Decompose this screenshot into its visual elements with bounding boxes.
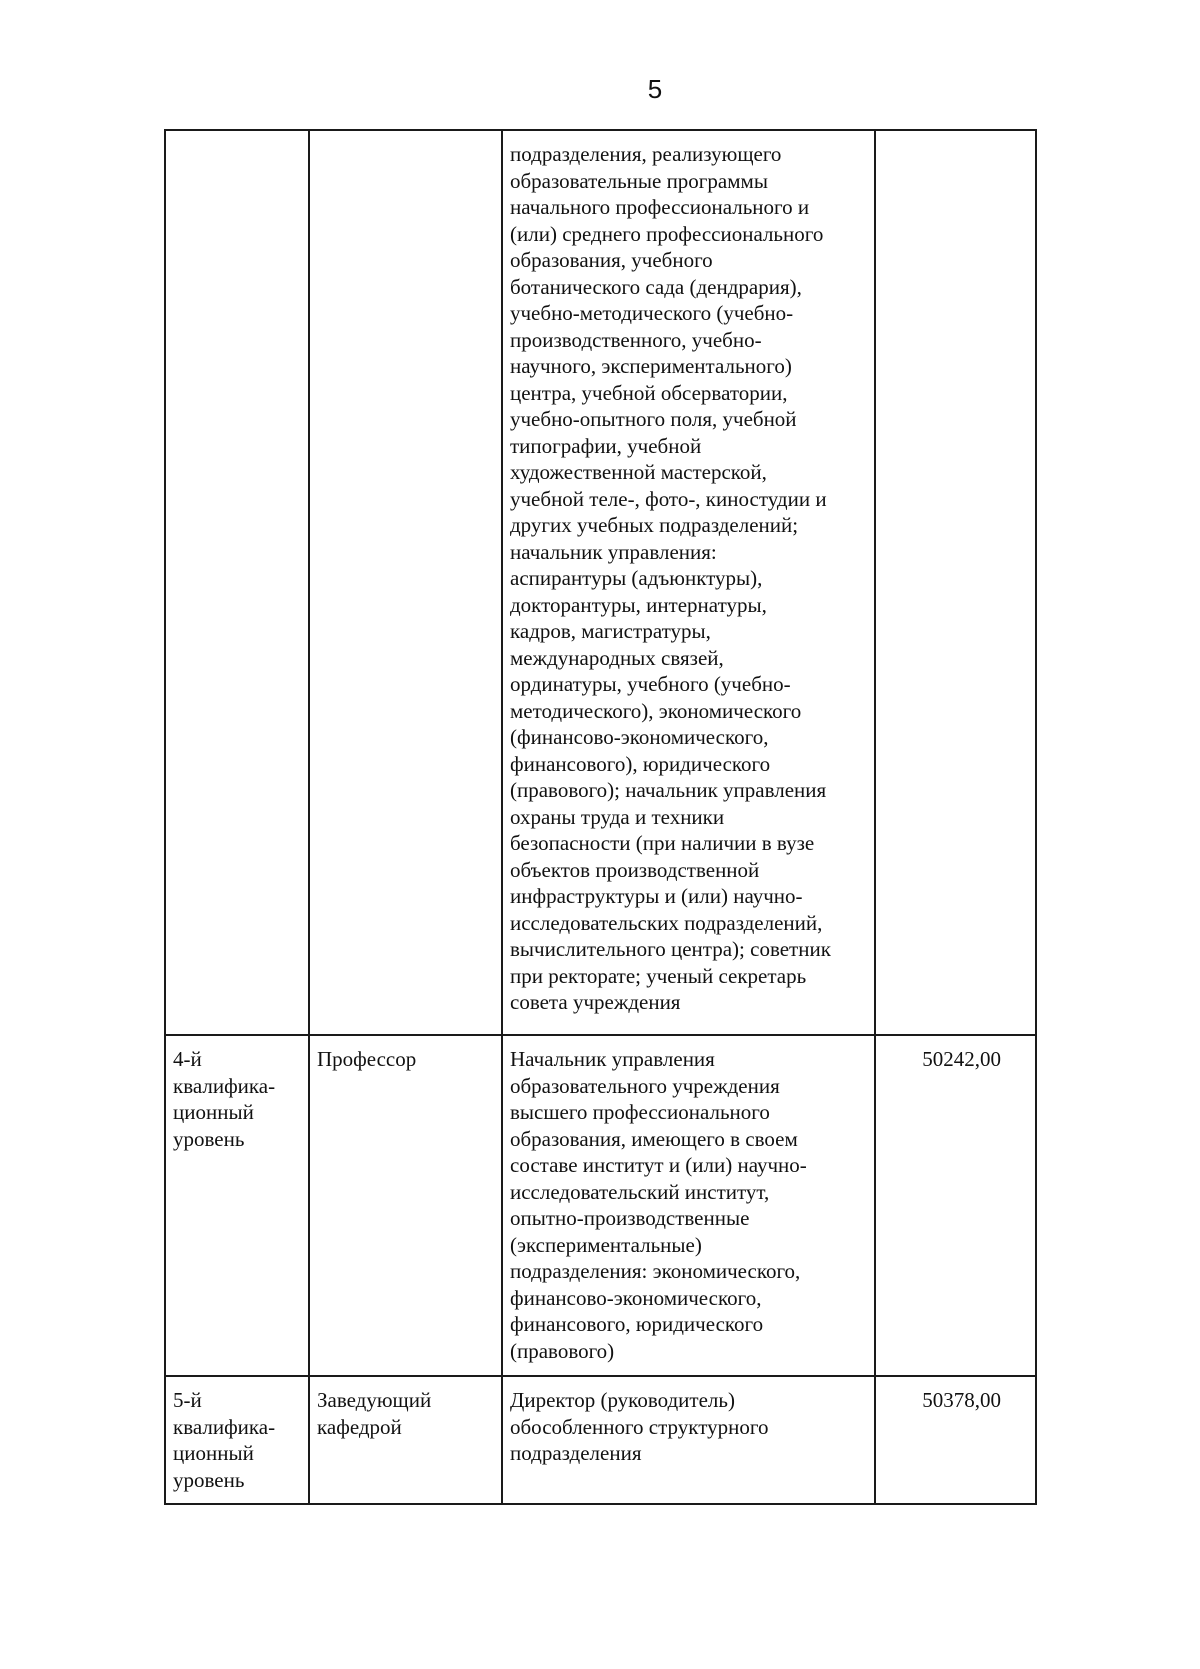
qualification-level-text: 5-й квалифика- ционный уровень — [173, 1388, 276, 1492]
description-cell — [502, 130, 875, 1035]
qualification-level-cell — [165, 130, 309, 1035]
position-text: Профессор — [317, 1047, 417, 1071]
table-row — [165, 1035, 1036, 1376]
description-cell — [502, 1035, 875, 1376]
qualification-level-text: 4-й квалифика- ционный уровень — [173, 1047, 276, 1151]
amount-cell — [875, 130, 1036, 1035]
description-text: Директор (руководитель) обособленного структурного подразделения — [510, 1388, 769, 1465]
description-text: Начальник управления образовательного учреждения высшего профессионального образования, имеющего в своем составе институт и (или) научно- исследовательский институт, опытно-производственные (экспериментальные) подразделения: экономического, финансово-экономического, финансового, юридического (правового) — [510, 1047, 807, 1363]
amount-text: 50378,00 — [922, 1388, 1001, 1412]
amount-text: 50242,00 — [922, 1047, 1001, 1071]
page-number: 5 — [647, 74, 663, 104]
amount-cell — [875, 1035, 1036, 1376]
description-text: подразделения, реализующего образовательные программы начального профессионального и (или) среднего профессионального образования, учебного ботанического сада (дендрария), учебно-методического (учебно- производственного, учебно- научного, экспериментального) центра, учебной обсерватории, учебно-опытного поля, учебной типографии, учебной художественной мастерской, учебной теле-, фото-, киностудии и других учебных подразделений; начальник управления: аспирантуры (адъюнктуры), докторантуры, интернатуры, кадров, магистратуры, международных связей, ординатуры, учебного (учебно- методического), экономического (финансово-экономического, финансового), юридического (правового); начальник управления охраны труда и техники безопасности (при наличии в вузе объектов производственной инфраструктуры и (или) научно- исследовательских подразделений, вычислительного центра); советник при ректорате; ученый секретарь совета учреждения — [510, 142, 831, 1014]
amount-cell — [875, 1376, 1036, 1504]
position-cell — [309, 1376, 502, 1504]
table-row — [165, 1376, 1036, 1504]
position-text: Заведующий кафедрой — [317, 1388, 432, 1439]
description-cell — [502, 1376, 875, 1504]
qualification-table — [164, 129, 1037, 1505]
qualification-level-cell — [165, 1035, 309, 1376]
qualification-level-cell — [165, 1376, 309, 1504]
table-row — [165, 130, 1036, 1035]
position-cell — [309, 1035, 502, 1376]
position-cell — [309, 130, 502, 1035]
